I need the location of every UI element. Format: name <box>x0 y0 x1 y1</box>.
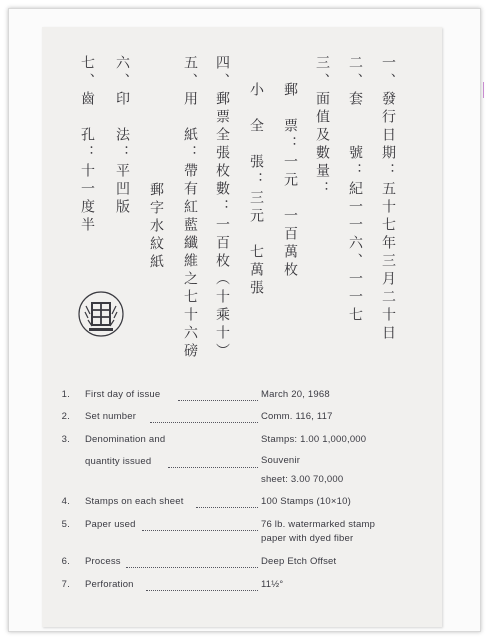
cn-item-3-head: 三、面值及數量： <box>314 55 330 199</box>
item-7-value: 11½° <box>261 579 284 590</box>
item-3-value-souvenir: Souvenir <box>261 455 301 466</box>
item-5-value-cont: paper with dyed fiber <box>261 533 354 544</box>
cn-item-3b: 小 全 張：三元 七萬張 <box>248 82 264 298</box>
item-4-leader <box>196 506 258 508</box>
item-3-number: 3. <box>61 434 70 445</box>
item-3-leader <box>168 466 258 468</box>
item-5-leader <box>142 529 258 531</box>
cn-item-5b: 郵字水紋紙 <box>148 182 164 272</box>
item-4-label: Stamps on each sheet <box>85 496 184 507</box>
item-2-value: Comm. 116, 117 <box>261 411 333 422</box>
cn-item-1: 一、發行日期：五十七年三月二十日 <box>380 55 396 343</box>
item-5-label: Paper used <box>85 519 136 530</box>
item-6-value: Deep Etch Offset <box>261 556 337 567</box>
cn-item-6: 六、印 法：平凹版 <box>114 55 130 217</box>
item-6-label: Process <box>85 556 121 567</box>
cn-item-7: 七、齒 孔：十一度半 <box>79 55 95 235</box>
item-5-number: 5. <box>61 519 70 530</box>
postal-seal-emblem <box>77 290 125 338</box>
edge-mark <box>477 82 484 98</box>
item-1-value: March 20, 1968 <box>261 389 330 400</box>
item-3-value-stamps: Stamps: 1.00 1,000,000 <box>261 434 367 445</box>
item-2-number: 2. <box>61 411 70 422</box>
cn-item-5: 五、用 紙：帶有紅藍纖維之七十六磅 <box>182 55 198 361</box>
item-1-leader <box>178 399 258 401</box>
item-1-label: First day of issue <box>85 389 161 400</box>
item-6-leader <box>126 566 258 568</box>
cn-item-3a: 郵 票：一元 一百萬枚 <box>282 82 298 280</box>
item-7-label: Perforation <box>85 579 134 590</box>
item-5-value: 76 lb. watermarked stamp <box>261 519 376 530</box>
item-2-leader <box>150 421 258 423</box>
item-3-label-cont: quantity issued <box>85 456 152 467</box>
cn-item-4: 四、郵票全張枚數：一百枚（十乘十） <box>214 55 230 361</box>
item-6-number: 6. <box>61 556 70 567</box>
item-4-value: 100 Stamps (10×10) <box>261 496 351 507</box>
item-4-number: 4. <box>61 496 70 507</box>
item-1-number: 1. <box>61 389 70 400</box>
item-3-value-sheet: sheet: 3.00 70,000 <box>261 474 344 485</box>
item-3-label: Denomination and <box>85 434 166 445</box>
cn-item-2: 二、套 號：紀一一六、一一七 <box>347 55 363 325</box>
item-7-number: 7. <box>61 579 70 590</box>
item-2-label: Set number <box>85 411 137 422</box>
item-7-leader <box>146 589 258 591</box>
